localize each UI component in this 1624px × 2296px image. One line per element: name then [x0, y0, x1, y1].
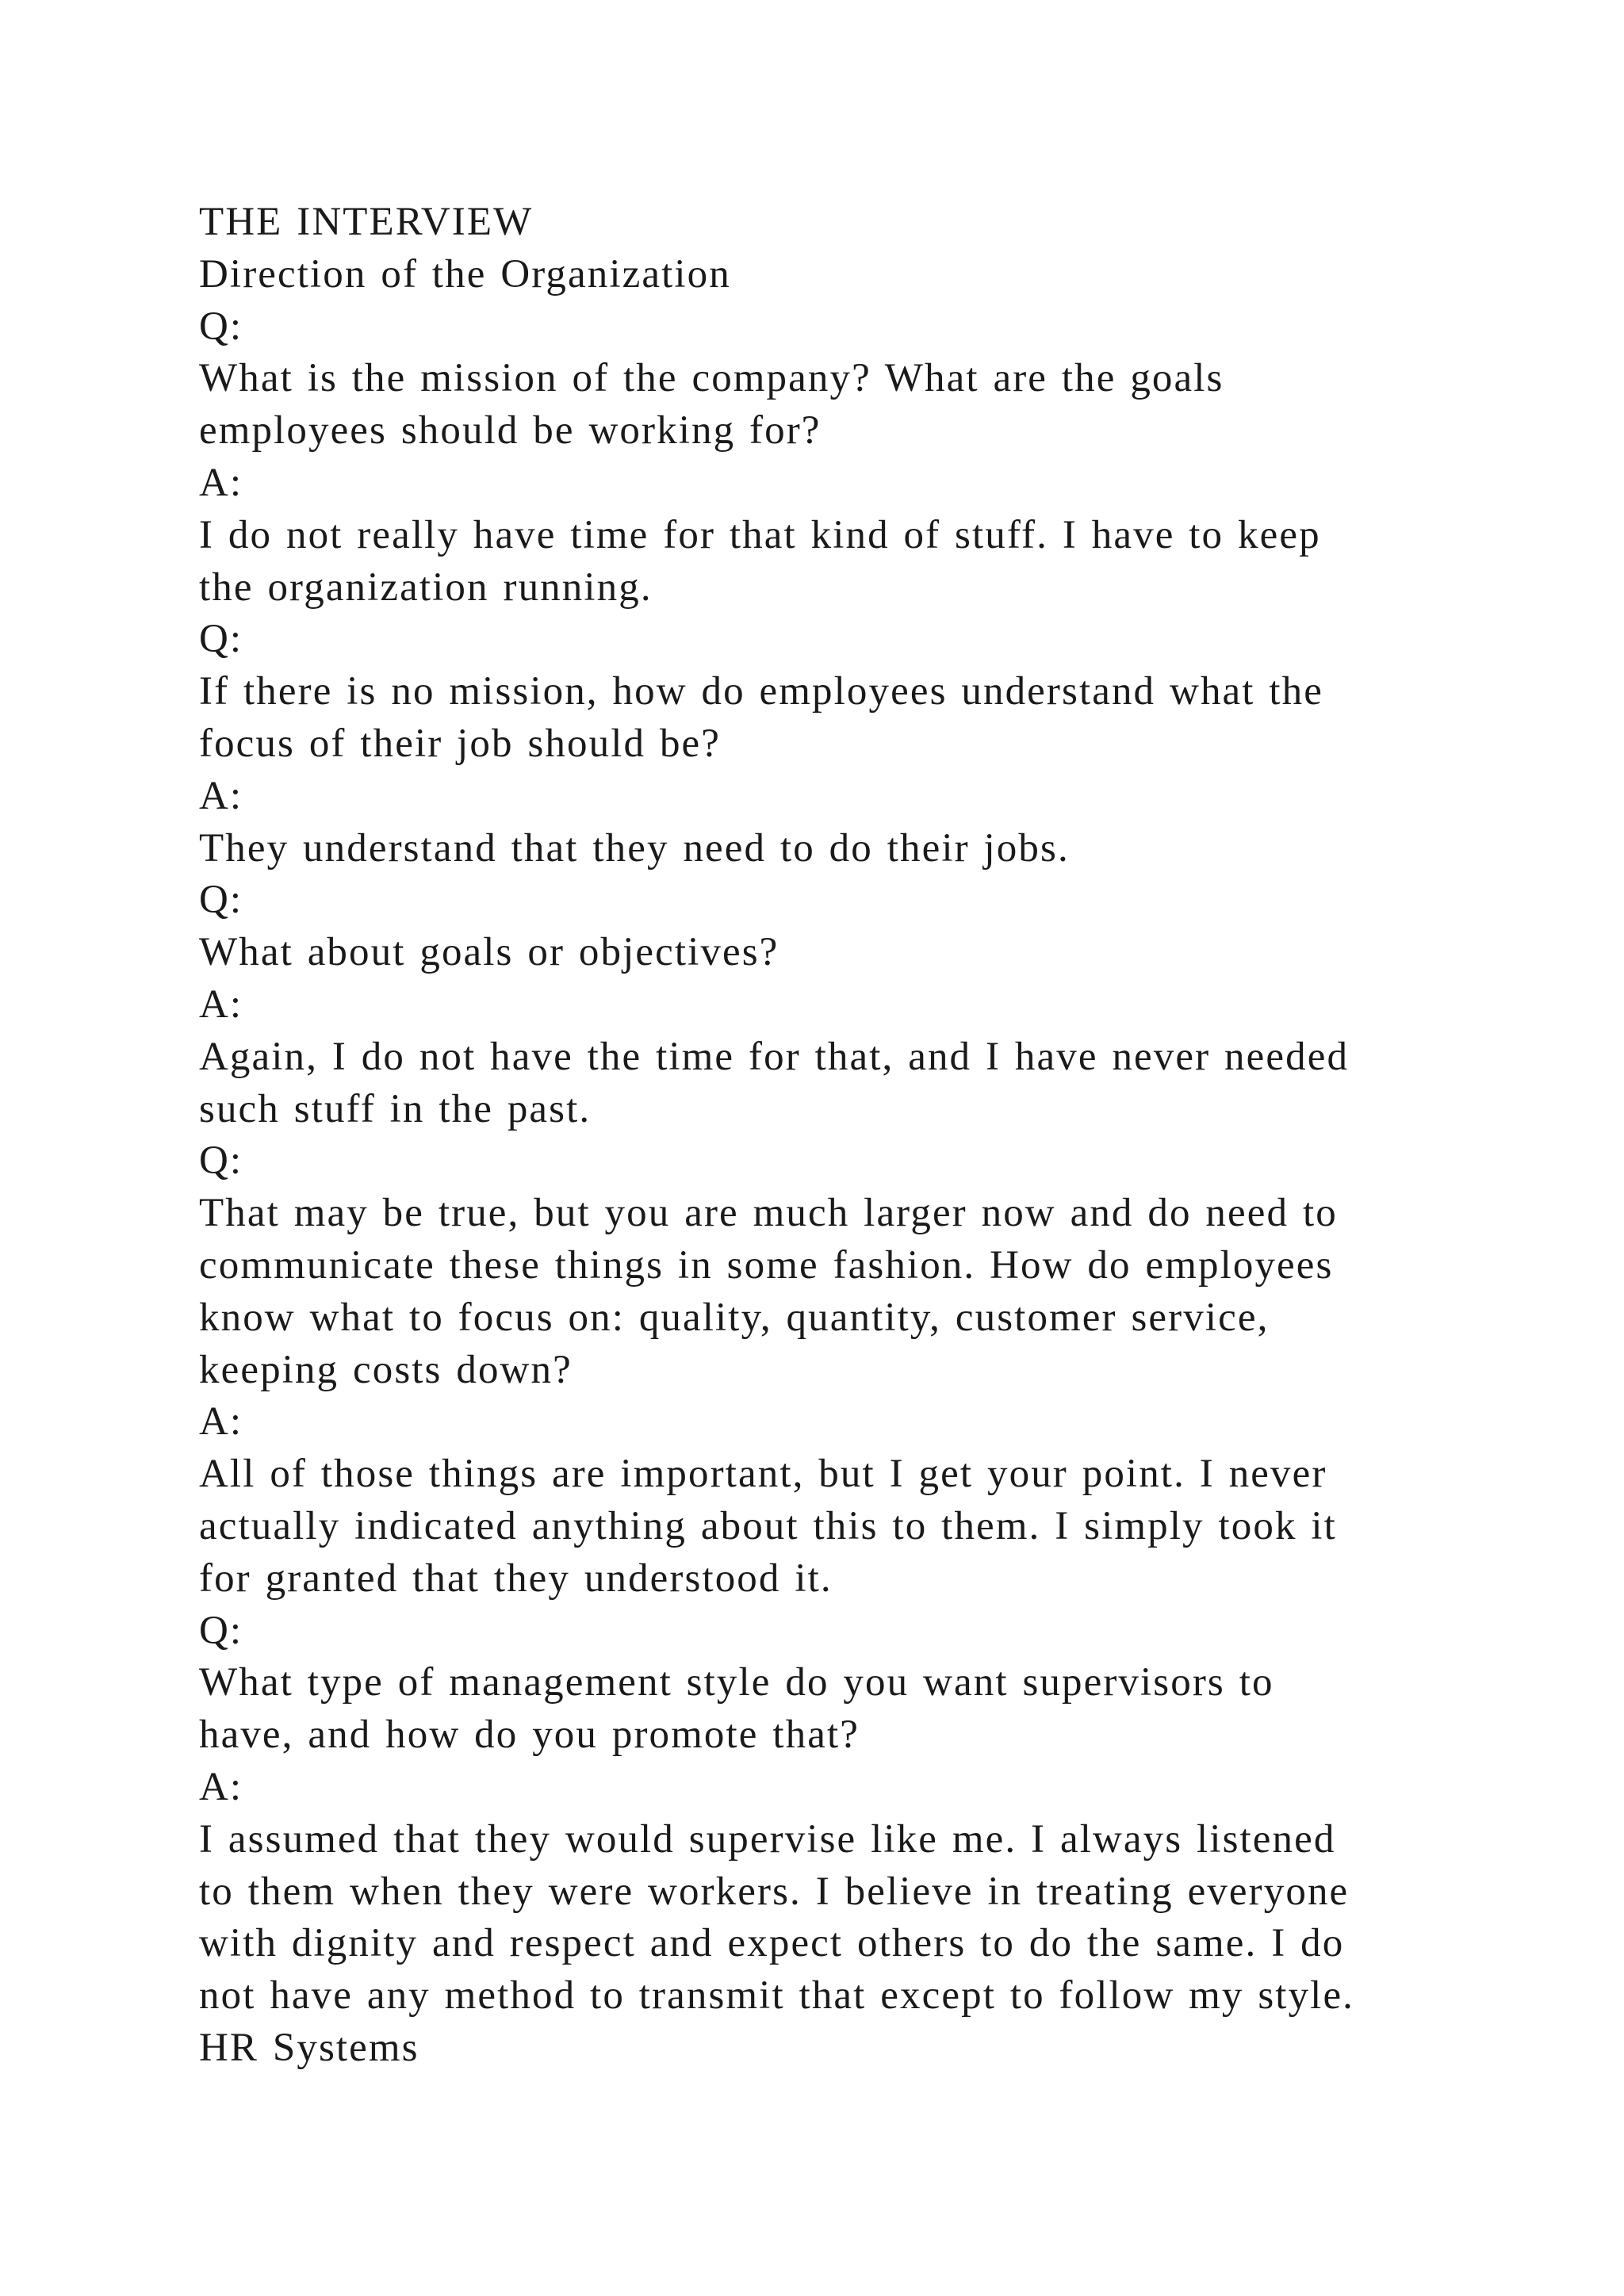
- text-line: have, and how do you promote that?: [199, 1712, 860, 1758]
- text-line: Q:: [199, 1138, 243, 1184]
- text-line: for granted that they understood it.: [199, 1556, 833, 1601]
- text-line: with dignity and respect and expect others to do the same. I do: [199, 1921, 1345, 1966]
- text-line: A:: [199, 1399, 243, 1445]
- text-line: to them when they were workers. I believe in treating everyone: [199, 1869, 1350, 1914]
- text-line: A:: [199, 460, 243, 505]
- text-line: the organization running.: [199, 564, 653, 610]
- text-line: They understand that they need to do their jobs.: [199, 825, 1070, 871]
- document-page: [199, 197, 1547, 2075]
- text-line: A:: [199, 773, 243, 818]
- text-line: What is the mission of the company? What are the goals: [199, 356, 1224, 401]
- text-line: What about goals or objectives?: [199, 930, 779, 975]
- text-line: I assumed that they would supervise like me. I always listened: [199, 1816, 1336, 1862]
- text-line: Q:: [199, 1608, 243, 1653]
- text-line: focus of their job should be?: [199, 721, 722, 766]
- text-line: I do not really have time for that kind of stuff. I have to keep: [199, 512, 1321, 557]
- text-line: All of those things are important, but I get your point. I never: [199, 1452, 1327, 1497]
- text-line: actually indicated anything about this to them. I simply took it: [199, 1503, 1337, 1548]
- text-line: Q:: [199, 617, 243, 662]
- text-line: That may be true, but you are much larger now and do need to: [199, 1191, 1338, 1236]
- text-line: keeping costs down?: [199, 1347, 573, 1392]
- text-line: Again, I do not have the time for that, and I have never needed: [199, 1034, 1350, 1079]
- section-heading: Direction of the Organization: [199, 251, 731, 297]
- text-line: such stuff in the past.: [199, 1086, 592, 1131]
- section-heading: HR Systems: [199, 2025, 419, 2070]
- text-line: A:: [199, 1764, 243, 1809]
- text-line: What type of management style do you want supervisors to: [199, 1660, 1274, 1705]
- text-line: If there is no mission, how do employees understand what the: [199, 669, 1324, 714]
- text-line: A:: [199, 982, 243, 1027]
- text-line: communicate these things in some fashion. How do employees: [199, 1242, 1334, 1288]
- text-line: know what to focus on: quality, quantity, customer service,: [199, 1295, 1270, 1340]
- text-line: Q:: [199, 304, 243, 349]
- text-line: not have any method to transmit that except to follow my style.: [199, 1973, 1355, 2019]
- document-title: THE INTERVIEW: [199, 200, 534, 244]
- text-line: Q:: [199, 878, 243, 923]
- text-line: employees should be working for?: [199, 408, 822, 453]
